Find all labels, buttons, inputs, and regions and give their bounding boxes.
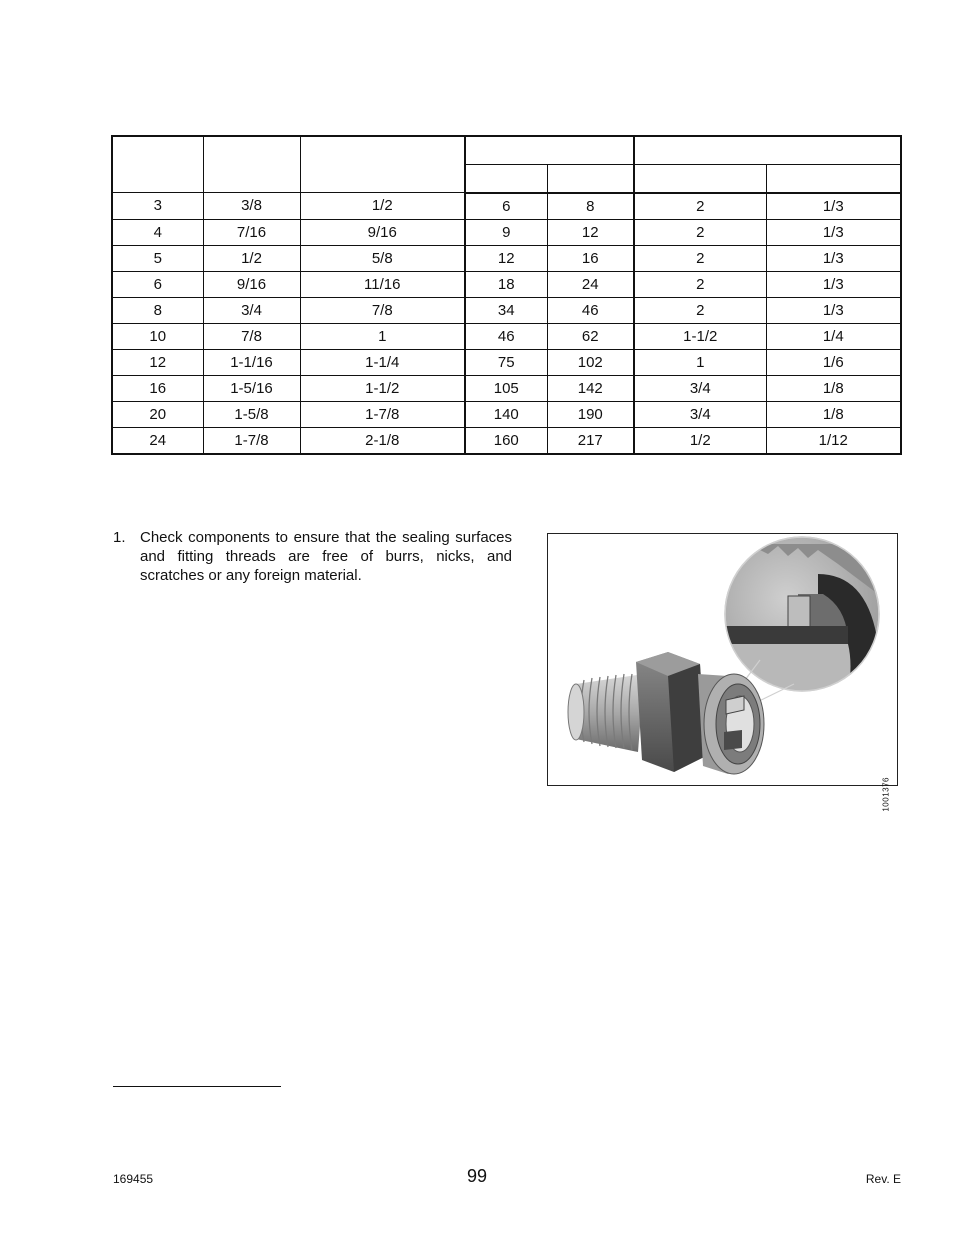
table-cell: 75	[465, 349, 547, 375]
step-text: Check components to ensure that the sealing surfaces and fitting threads are free of burrs, nicks, and scratches or any foreign material.	[140, 529, 512, 584]
table-cell: 12	[547, 219, 634, 245]
table-row	[112, 297, 901, 323]
table-cell: 7/8	[300, 297, 465, 323]
table-cell: 18	[465, 271, 547, 297]
table-cell: 105	[465, 375, 547, 401]
table-cell: 20	[112, 401, 203, 427]
table-cell: 140	[465, 401, 547, 427]
table-cell: 1-5/16	[203, 375, 300, 401]
table-cell: 24	[547, 271, 634, 297]
document-number: 169455	[113, 1172, 154, 1186]
table-cell: 1/2	[634, 427, 766, 454]
table-row	[112, 219, 901, 245]
table-cell: 62	[547, 323, 634, 349]
table-cell: 3/8	[203, 193, 300, 220]
table-cell: 190	[547, 401, 634, 427]
table-cell: 1	[300, 323, 465, 349]
instruction-step	[113, 528, 512, 585]
fitting-drawing	[548, 534, 897, 785]
table-cell: 9	[465, 219, 547, 245]
table-cell: 34	[465, 297, 547, 323]
table-row	[112, 401, 901, 427]
page-number: 99	[466, 1166, 488, 1186]
table-cell: 16	[112, 375, 203, 401]
table-cell: 46	[547, 297, 634, 323]
table-cell: 1/8	[766, 375, 901, 401]
torque-spec-table	[111, 135, 902, 455]
fitting-body	[568, 652, 764, 774]
header-cell	[203, 136, 300, 193]
table-cell: 1-7/8	[300, 401, 465, 427]
figure-id-label: 1001376	[882, 777, 891, 812]
table-row	[112, 349, 901, 375]
table-cell: 2	[634, 193, 766, 220]
table-cell: 1/3	[766, 245, 901, 271]
table-header-row	[112, 136, 901, 164]
subheader-cell	[766, 164, 901, 192]
revision-label: Rev. E	[865, 1172, 901, 1186]
table-row	[112, 323, 901, 349]
footnote-rule	[113, 1086, 281, 1087]
table-cell: 1-7/8	[203, 427, 300, 454]
table-cell: 6	[112, 271, 203, 297]
table-cell: 2	[634, 297, 766, 323]
table-cell: 12	[112, 349, 203, 375]
subheader-cell	[465, 164, 547, 192]
table-cell: 12	[465, 245, 547, 271]
table-cell: 1/6	[766, 349, 901, 375]
table-cell: 3	[112, 193, 203, 220]
table-cell: 1/3	[766, 193, 901, 220]
table-cell: 46	[465, 323, 547, 349]
table-cell: 1/12	[766, 427, 901, 454]
table-cell: 16	[547, 245, 634, 271]
table-cell: 2	[634, 271, 766, 297]
magnified-detail	[723, 537, 879, 694]
table-cell: 2	[634, 245, 766, 271]
table-cell: 5/8	[300, 245, 465, 271]
table-body	[112, 193, 901, 454]
table-cell: 1/3	[766, 271, 901, 297]
header-cell	[112, 136, 203, 193]
table-cell: 1-1/2	[300, 375, 465, 401]
table-cell: 1/3	[766, 297, 901, 323]
table-cell: 7/16	[203, 219, 300, 245]
table-cell: 7/8	[203, 323, 300, 349]
table-cell: 6	[465, 193, 547, 220]
table-cell: 4	[112, 219, 203, 245]
table-cell: 24	[112, 427, 203, 454]
table-cell: 1-1/4	[300, 349, 465, 375]
table-cell: 2	[634, 219, 766, 245]
table-row	[112, 271, 901, 297]
table-cell: 3/4	[634, 375, 766, 401]
table-cell: 1/2	[203, 245, 300, 271]
header-cell	[300, 136, 465, 193]
table-row	[112, 427, 901, 454]
table-cell: 5	[112, 245, 203, 271]
table-cell: 3/4	[203, 297, 300, 323]
table-cell: 11/16	[300, 271, 465, 297]
table-cell: 1/4	[766, 323, 901, 349]
table-cell: 1/3	[766, 219, 901, 245]
table-cell: 1	[634, 349, 766, 375]
table-cell: 9/16	[203, 271, 300, 297]
table-cell: 1/8	[766, 401, 901, 427]
subheader-cell	[634, 164, 766, 192]
table-cell: 8	[112, 297, 203, 323]
table-row	[112, 193, 901, 220]
table-cell: 1-5/8	[203, 401, 300, 427]
subheader-cell	[547, 164, 634, 192]
table-cell: 1/2	[300, 193, 465, 220]
header-group-cell	[634, 136, 901, 164]
step-number: 1.	[113, 529, 126, 546]
table-cell: 3/4	[634, 401, 766, 427]
fitting-illustration	[547, 533, 898, 812]
table-cell: 8	[547, 193, 634, 220]
table-cell: 2-1/8	[300, 427, 465, 454]
table-row	[112, 375, 901, 401]
table-cell: 9/16	[300, 219, 465, 245]
table-cell: 102	[547, 349, 634, 375]
table-cell: 1-1/16	[203, 349, 300, 375]
header-group-cell	[465, 136, 634, 164]
table-cell: 160	[465, 427, 547, 454]
table-cell: 217	[547, 427, 634, 454]
table-cell: 1-1/2	[634, 323, 766, 349]
table-cell: 10	[112, 323, 203, 349]
table-row	[112, 245, 901, 271]
table-cell: 142	[547, 375, 634, 401]
